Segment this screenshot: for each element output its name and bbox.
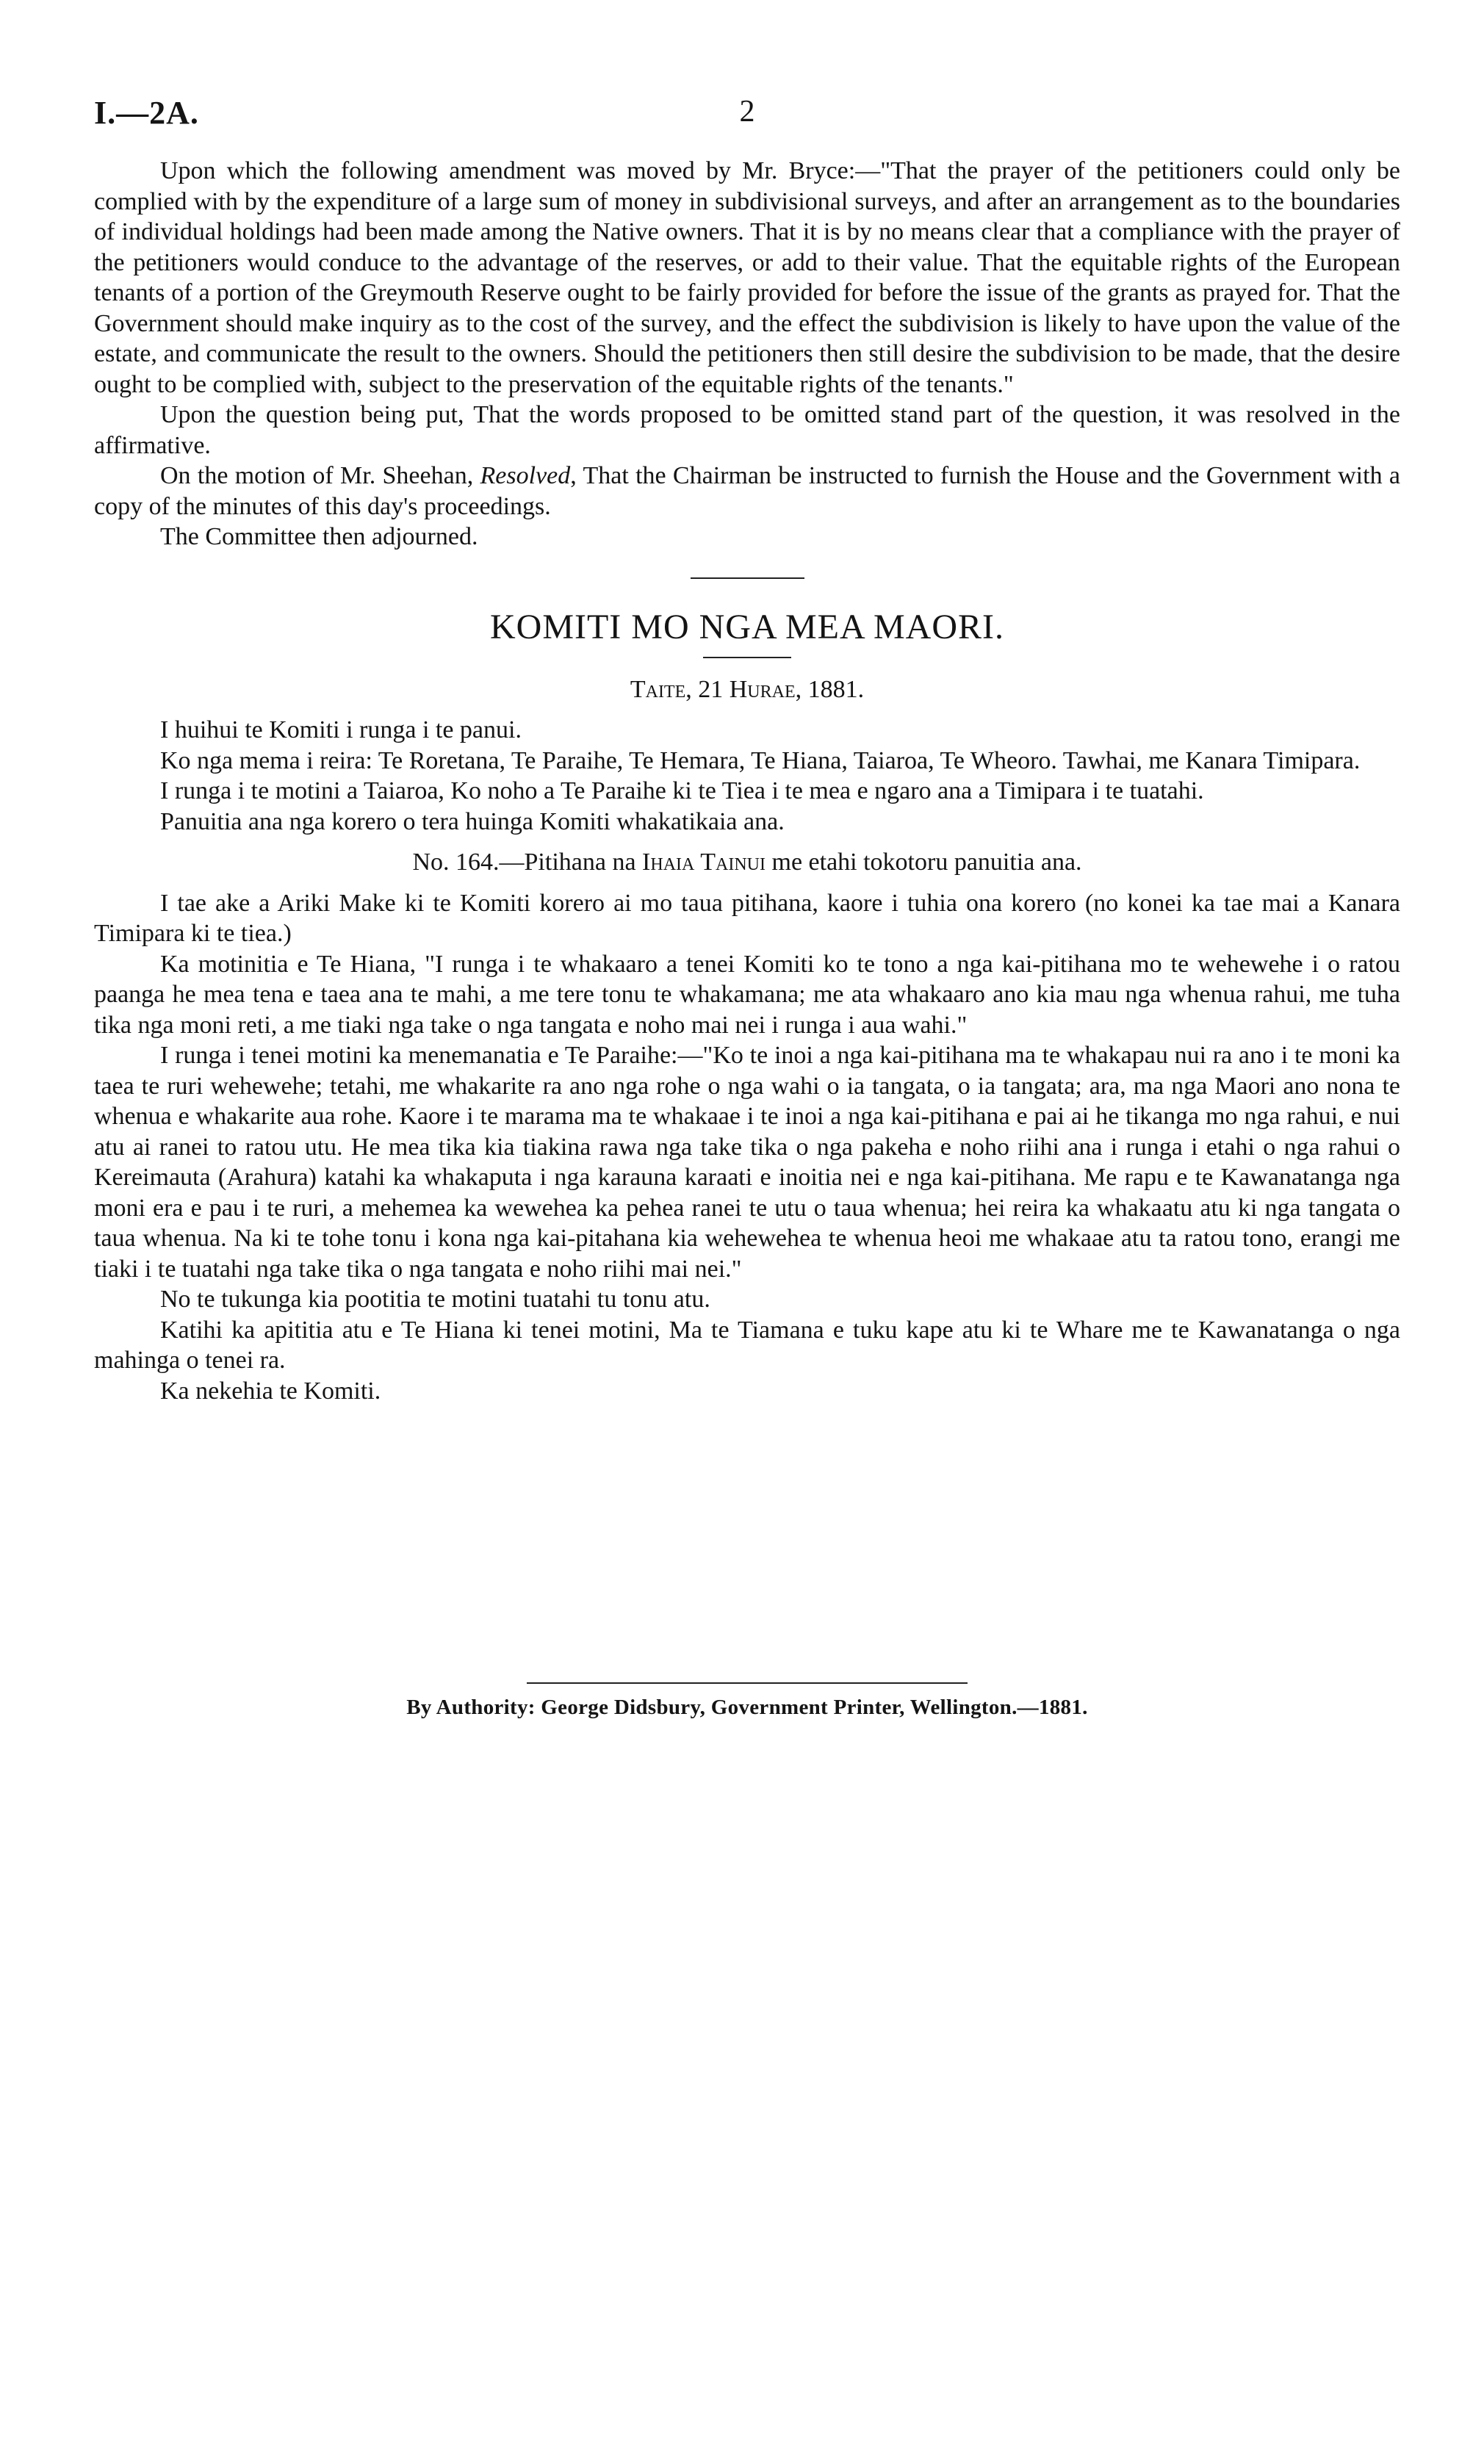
maori-paragraph-10: Ka nekehia te Komiti.	[160, 1377, 381, 1405]
petitioner-name: Ihaia Tainui	[642, 849, 766, 876]
maori-paragraph-5: I tae ake a Ariki Make ki te Komiti korero ai mo taua pitihana, kaore i tuhia ona korero (no konei ka tae mai a Kanara Timipara ki te tiea.)	[94, 889, 1400, 947]
petition-heading	[94, 847, 1400, 878]
motion-text-end: , That the Chairman be instructed to furnish the House and the Government with a copy of the minutes of this day's proceedings.	[94, 462, 1400, 520]
english-paragraph-motion	[94, 461, 1400, 522]
maori-paragraph-4: Panuitia ana nga korero o tera huinga Komiti whakatikaia ana.	[160, 807, 785, 835]
page-body	[94, 156, 1400, 1406]
maori-paragraph-3: I runga i te motini a Taiaroa, Ko noho a Te Paraihe ki te Tiea i te mea e ngaro ana a Timipara i te tuatahi.	[160, 777, 1204, 804]
motion-text-start: On the motion of Mr. Sheehan,	[160, 462, 480, 489]
maori-paragraph-1: I huihui te Komiti i runga i te panui.	[160, 716, 522, 743]
document-code: I.—2A.	[94, 95, 199, 131]
motion-resolved: Resolved	[480, 462, 571, 489]
petition-suffix: me etahi tokotoru panuitia ana.	[766, 849, 1082, 876]
page-number: 2	[739, 95, 755, 129]
title-underline	[703, 657, 791, 658]
page-footer	[94, 1682, 1400, 1720]
maori-paragraph-8: No te tukunga kia pootitia te motini tuatahi tu tonu atu.	[160, 1286, 710, 1313]
page-header	[94, 94, 1400, 138]
printer-imprint: By Authority: George Didsbury, Government Printer, Wellington.—1881.	[406, 1696, 1088, 1719]
maori-paragraph-members: Ko nga mema i reira: Te Roretana, Te Paraihe, Te Hemara, Te Hiana, Taiaroa, Te Wheoro. Tawhai, me Kanara Timipara.	[160, 746, 1361, 774]
english-paragraph-adjourned: The Committee then adjourned.	[160, 523, 478, 550]
maori-paragraph-6: Ka motinitia e Te Hiana, "I runga i te whakaaro a tenei Komiti ko te tono a nga kai-pitihana mo te wehewehe i o ratou paanga he mea tena e taea ana te mahi, a me tere tonu te whakamana; me ata whakaaro ano kia mau nga whenua rahui, me tuha tika nga moni reti, a me tiaki nga take o nga tangata e noho mai nei i runga i aua wahi."	[94, 950, 1400, 1039]
english-paragraph-amendment: Upon which the following amendment was moved by Mr. Bryce:—"That the prayer of the petitioners could only be complied with by the expenditure of a large sum of money in subdivisional surveys, and after an arrangement as to the boundaries of individual holdings had been made among the Native owners. That it is by no means clear that a compliance with the prayer of the petitioners would conduce to the advantage of the reserves, or add to their value. That the equitable rights of the European tenants of a portion of the Greymouth Reserve ought to be fairly provided for before the issue of the grants as prayed for. That the Government should make inquiry as to the cost of the survey, and the effect the subdivision is likely to have upon the value of the estate, and communicate the result to the owners. Should the petitioners then still desire the subdivision to be made, that the desire ought to be complied with, subject to the preservation of the equitable rights of the tenants."	[94, 157, 1400, 398]
english-paragraph-question: Upon the question being put, That the words proposed to be omitted stand part of the question, it was resolved in the affirmative.	[94, 401, 1400, 459]
footer-divider	[527, 1682, 968, 1684]
maori-paragraph-7: I runga i tenei motini ka menemanatia e Te Paraihe:—"Ko te inoi a nga kai-pitihana ma te whakapau nui ra ano i te moni ka taea te ruri wehewehe; tetahi, me whakarite ra ano nga rohe o nga wahi o ia tangata, o ia tangata; ara, ma nga Maori ano nona te whenua e whakarite aua rohe. Kaore i te marama ma te whakaae i te inoi a nga kai-pitihana e pai ai he tikanga mo nga rahui, e nui atu ai ranei to ratou utu. He mea tika kia tiakina rawa nga take tika o nga pakeha e noho riihi ana i runga i etahi o nga rahui o Kereimauta (Arahura) katahi ka whakaputa i nga karauna karaati e inoitia nei e nga kai-pitihana. Me rapu e te Kawanatanga nga moni era e pau i te ruri, a mehemea ka wewehea ka pehea ranei te utu o taua whenua; hei reira ka whakaatu atu ki nga tangata o taua whenua. Na ki te tohe tonu i kona nga kai-pitahana kia wehewehea te whenua heoi me whakaae atu ta ratou tono, erangi me tiaki i te tuatahi nga take tika o nga tangata e noho riihi mai nei."	[94, 1042, 1400, 1283]
section-title: KOMITI MO NGA MEA MAORI.	[489, 607, 1004, 646]
meeting-date: Taite, 21 Hurae, 1881.	[630, 675, 865, 703]
maori-paragraph-9: Katihi ka apititia atu e Te Hiana ki tenei motini, Ma te Tiamana e tuku kape atu ki te Whare me te Kawanatanga o nga mahinga o tenei ra.	[94, 1316, 1400, 1374]
petition-prefix: No. 164.—Pitihana na	[412, 849, 643, 876]
